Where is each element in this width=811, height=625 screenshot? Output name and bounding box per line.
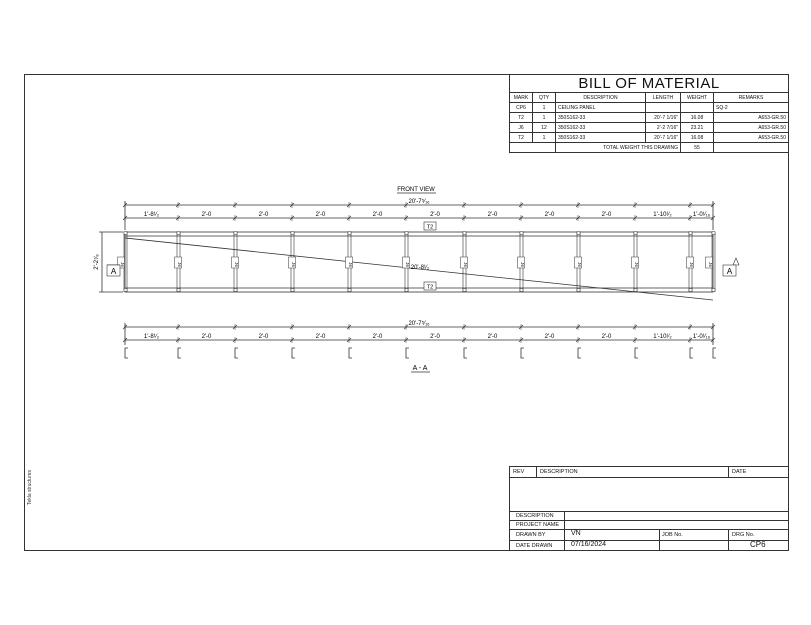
stud-group [118,232,716,293]
screw-marker [463,289,466,292]
segment-dimension: 1'-10¹⁄₂ [653,212,672,218]
job-number-label: JOB No. [662,532,683,538]
stud-mark: J6 [120,262,125,267]
bom-header-weight: WEIGHT [681,93,714,103]
screw-marker [405,232,408,235]
track-mark-bottom: T2 [426,284,434,291]
screw-marker [234,289,237,292]
track-mark-top: T2 [426,224,434,231]
stud-mark: J6 [177,262,182,267]
project-name-label: PROJECT NAME [516,522,559,528]
rev-date-label: DATE [732,469,747,475]
screw-marker [577,232,580,235]
section-marker-right [723,258,739,276]
screw-marker [177,289,180,292]
screw-marker [291,289,294,292]
stud-section-profile [292,348,295,358]
screw-marker [577,289,580,292]
bom-length: 2'-2 7/16" [646,123,681,133]
section-segment-dimension: 2'-0 [258,334,269,340]
screw-marker [348,289,351,292]
segment-dimension: 2'-0 [430,212,440,218]
stud-mark: J6 [634,262,639,267]
bom-description: 350S162-33 [556,113,646,123]
stud-mark: J6 [689,262,694,267]
segment-dimension: 2'-0 [201,212,212,218]
section-segment-dimension: 2'-0 [372,334,383,340]
segment-dimension: 2'-0 [544,212,555,218]
bom-qty: 1 [533,133,556,143]
bom-remarks: SQ-2 [714,103,789,113]
bom-remarks: A653-GR.50 [714,113,789,123]
screw-marker [348,232,351,235]
bom-weight: 23.21 [681,123,714,133]
bom-length: 20'-7 1/16" [646,113,681,123]
bom-description: 350S162-33 [556,133,646,143]
bom-header-qty: QTY [533,93,556,103]
stud-section-profile [713,348,716,358]
stud-section-profile [406,348,409,358]
rev-description-label: DESCRIPTION [540,469,578,475]
segment-dimension: 2'-0 [601,212,612,218]
drawing-number-value: CP6 [750,540,766,549]
bom-remarks: A653-GR.50 [714,133,789,143]
overall-dimension: 20'-7⁵⁄₁₆ [408,199,430,205]
screw-marker [405,289,408,292]
bom-qty: 1 [533,113,556,123]
diagonal-dimension: 20'-8¹⁄₂ [410,265,430,271]
section-segment-dimension: 2'-0 [430,334,440,340]
stud-mark: J6 [348,262,353,267]
segment-dimension: 2'-0 [258,212,269,218]
section-overall-dimension: 20'-7⁵⁄₁₆ [408,321,430,327]
section-marker-right-label: A [726,267,733,276]
bom-description: 350S162-33 [556,123,646,133]
bom-weight: 16.08 [681,133,714,143]
bom-mark: T2 [510,113,533,123]
screw-marker [463,232,466,235]
bom-length: 20'-7 1/16" [646,133,681,143]
section-segment-dimension: 2'-0 [601,334,612,340]
bom-description: CEILING PANEL [556,103,646,113]
description-label: DESCRIPTION [516,513,554,519]
stud-mark: J6 [234,262,239,267]
screw-marker [689,232,692,235]
screw-marker [634,289,637,292]
bom-mark: CP6 [510,103,533,113]
front-view-title: FRONT VIEW [397,187,435,193]
stud-mark: J6 [708,262,713,267]
stud-section-profile [235,348,238,358]
drawn-by-label: DRAWN BY [516,532,546,538]
section-segment-dimension: 1'-0¹⁄₁₆ [692,334,711,340]
screw-marker [177,232,180,235]
height-dimension: 2'-2⁷⁄₈ [94,254,100,270]
section-marker-left [107,265,120,276]
bom-title: BILL OF MATERIAL [510,75,789,93]
title-block [509,466,789,551]
screw-marker [520,232,523,235]
stud-section-profile [349,348,352,358]
drawn-by-value: VN [571,530,581,537]
stud-mark: J6 [577,262,582,267]
section-segment-dimension: 1'-8¹⁄₂ [143,334,160,340]
bom-qty: 12 [533,123,556,133]
bom-mark: J6 [510,123,533,133]
screw-marker [520,289,523,292]
date-drawn-label: DATE DRAWN [516,543,553,549]
bom-mark: T2 [510,133,533,143]
section-segment-dimension: 2'-0 [201,334,212,340]
screw-marker [124,289,127,292]
screw-marker [234,232,237,235]
screw-marker [634,232,637,235]
stud-section-profile [578,348,581,358]
segment-dimension: 1'-8¹⁄₂ [143,212,160,218]
stud-section-profile [521,348,524,358]
software-label: Tekla structures [27,469,33,505]
bom-header-length: LENGTH [646,93,681,103]
bom-header-mark: MARK [510,93,533,103]
screw-marker [689,289,692,292]
stud-section-profile [464,348,467,358]
section-title: A - A [412,365,428,372]
segment-dimension: 1'-0¹⁄₁₆ [692,212,711,218]
drawing-number-label: DRG No. [732,532,755,538]
segment-dimension: 2'-0 [487,212,498,218]
screw-marker [291,232,294,235]
bom-header-description: DESCRIPTION [556,93,646,103]
screw-marker [712,289,715,292]
bom-remarks: A653-GR.50 [714,123,789,133]
bom-weight: 16.08 [681,113,714,123]
stud-mark: J6 [291,262,296,267]
stud-section-profile [125,348,128,358]
bom-total-value: 55 [681,143,714,153]
stud-section-profile [690,348,693,358]
section-marker-left-label: A [110,267,117,276]
bom-header-remarks: REMARKS [714,93,789,103]
bom-qty: 1 [533,103,556,113]
stud-mark: J6 [463,262,468,267]
section-segment-dimension: 2'-0 [487,334,498,340]
date-drawn-value: 07/16/2024 [571,541,607,548]
stud-mark: J6 [520,262,525,267]
screw-marker [124,232,127,235]
section-segment-dimension: 1'-10¹⁄₂ [653,334,672,340]
bom-total-label: TOTAL WEIGHT THIS DRAWING [556,143,681,153]
section-segment-dimension: 2'-0 [315,334,326,340]
stud-mark: J6 [405,262,410,267]
stud-section-profile [178,348,181,358]
section-segment-dimension: 2'-0 [544,334,555,340]
stud-section-profile [635,348,638,358]
segment-dimension: 2'-0 [315,212,326,218]
rev-label: REV [513,469,525,475]
screw-marker [712,232,715,235]
section-profiles [125,348,716,358]
segment-dimension: 2'-0 [372,212,383,218]
